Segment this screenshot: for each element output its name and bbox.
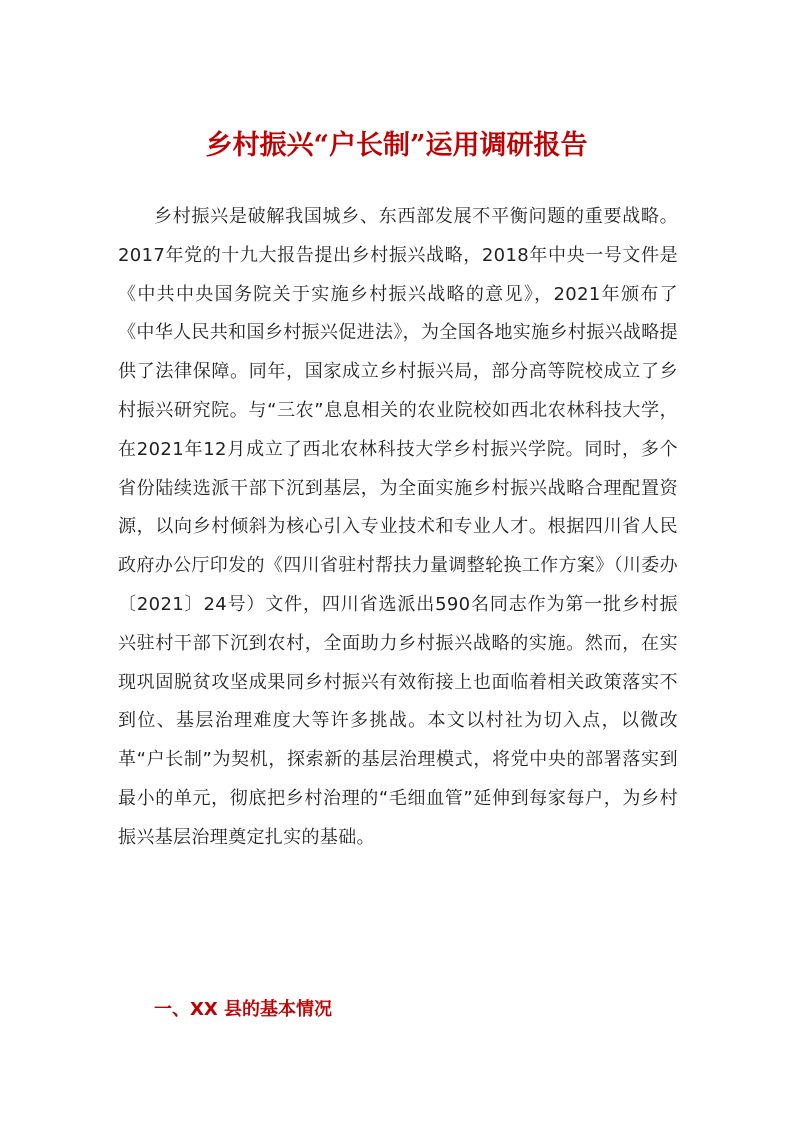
intro-paragraph: 乡村振兴是破解我国城乡、东西部发展不平衡问题的重要战略。2017年党的十九大报告提出乡村振兴战略，2018年中央一号文件是《中共中央国务院关于实施乡村振兴战略的意见》，2021年颁布了《中华人民共和国乡村振兴促进法》，为全国各地实施乡村振兴战略提供了法律保障。同年，国家成立乡村振兴局，部分高等院校成立了乡村振兴研究院。与“三农”息息相关的农业院校如西北农林科技大学，在2021年12月成立了西北农林科技大学乡村振兴学院。同时，多个省份陆续选派干部下沉到基层，为全面实施乡村振兴战略合理配置资源，以向乡村倾斜为核心引入专业技术和专业人才。根据四川省人民政府办公厅印发的《四川省驻村帮扶力量调整轮换工作方案》（川委办〔2021〕24号）文件，四川省选派出590名同志作为第一批乡村振兴驻村干部下沉到农村，全面助力乡村振兴战略的实施。然而，在实现巩固脱贫攻坚成果同乡村振兴有效衔接上也面临着相关政策落实不到位、基层治理难度大等许多挑战。本文以村社为切入点，以微改革“户长制”为契机，探索新的基层治理模式，将党中央的部署落实到最小的单元，彻底把乡村治理的“毛细血管”延伸到每家每户，为乡村振兴基层治理奠定扎实的基础。 [118, 206, 678, 848]
section-heading-1: 一、XX 县的基本情况 [154, 999, 333, 1020]
document-title: 乡村振兴“户长制”运用调研报告 [205, 130, 588, 161]
